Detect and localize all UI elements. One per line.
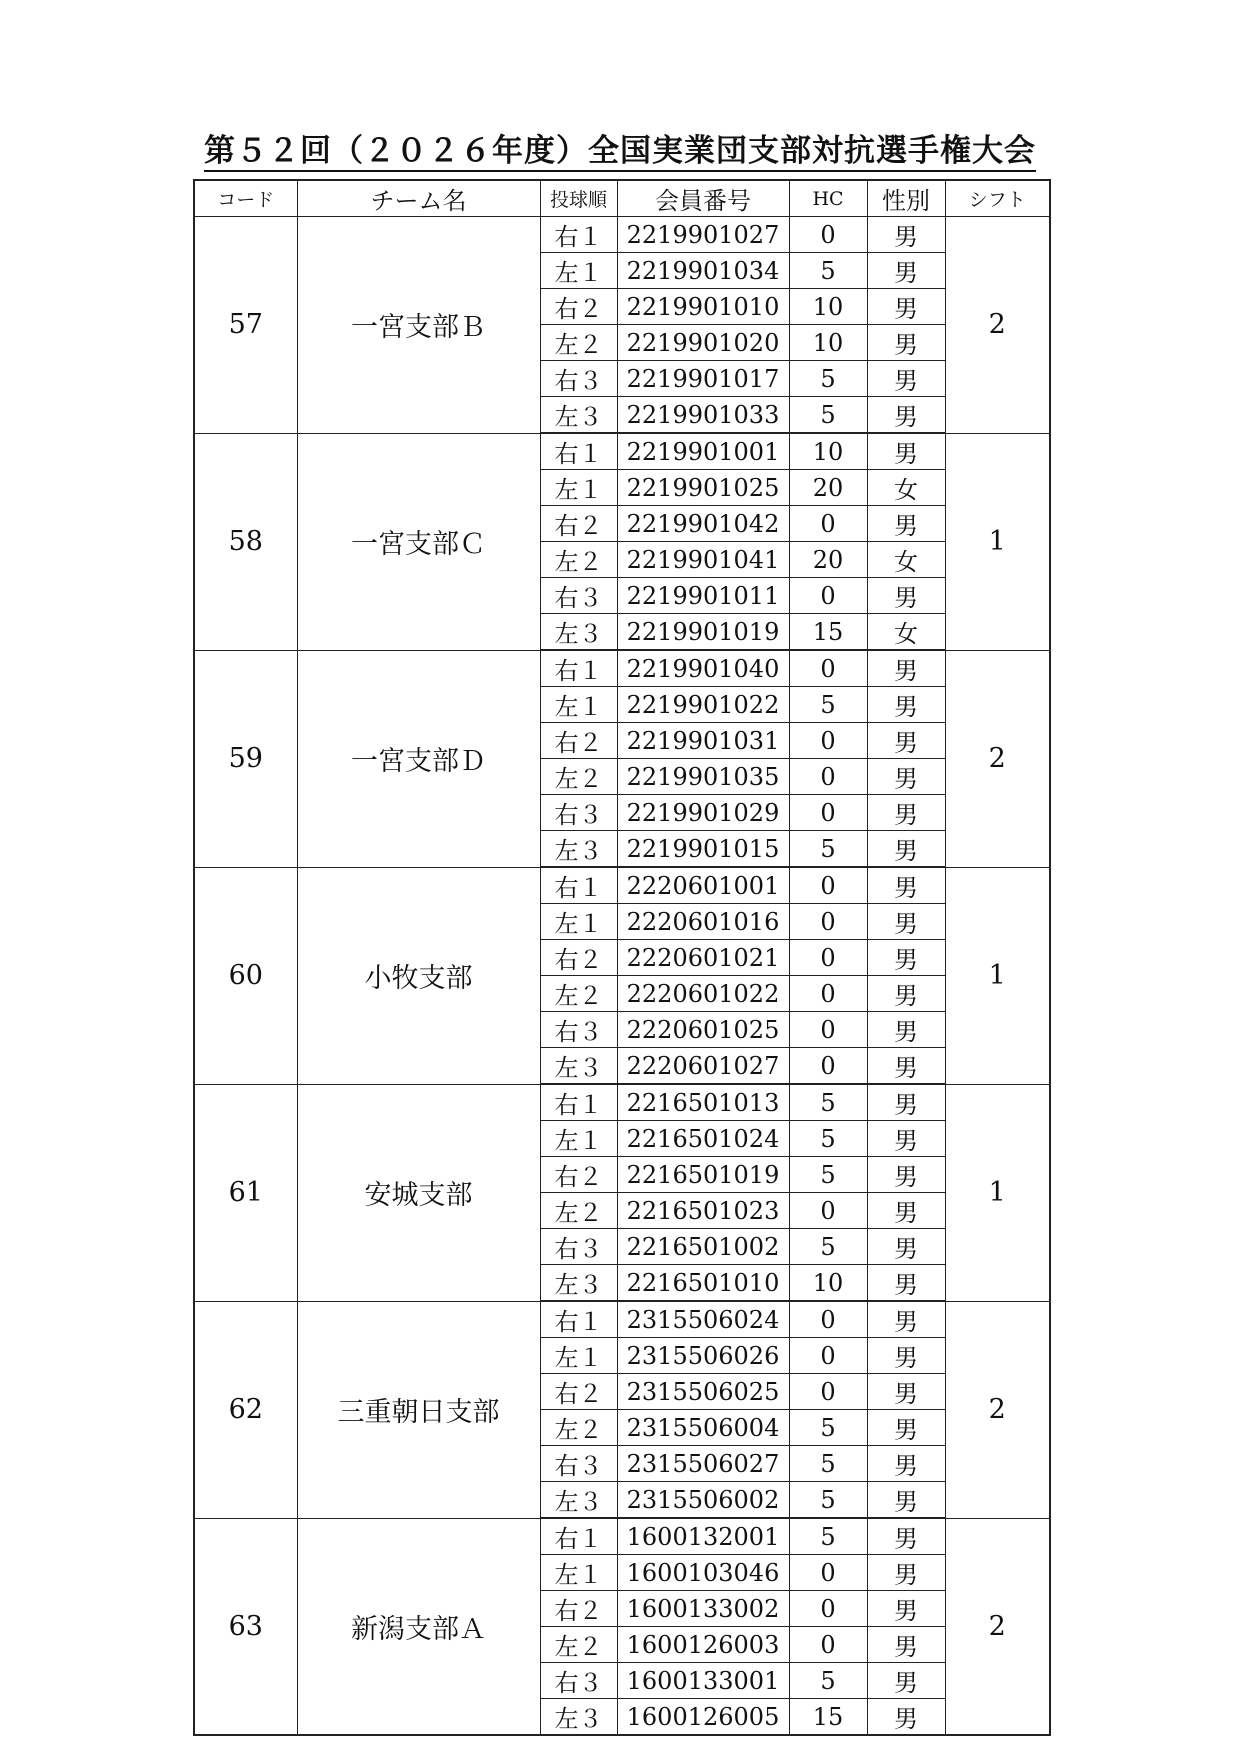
- throw-order: 右１: [540, 867, 617, 904]
- gender: 男: [867, 1663, 945, 1699]
- throw-order: 右２: [540, 506, 617, 542]
- page-title-text: 第５２回（２０２６年度）全国実業団支部対抗選手権大会: [204, 133, 1036, 172]
- handicap: 5: [789, 361, 867, 397]
- member-number: 2315506002: [617, 1482, 789, 1519]
- table-row: [194, 1301, 1050, 1338]
- gender: 女: [867, 542, 945, 578]
- handicap: 5: [789, 397, 867, 434]
- team-code: 59: [194, 650, 297, 867]
- team-name: 新潟支部Ａ: [297, 1518, 540, 1735]
- handicap: 0: [789, 1301, 867, 1338]
- handicap: 5: [789, 253, 867, 289]
- team-name: 小牧支部: [297, 867, 540, 1084]
- team-code: 58: [194, 433, 297, 650]
- team-shift: 2: [945, 1518, 1050, 1735]
- handicap: 0: [789, 1555, 867, 1591]
- gender: 男: [867, 1518, 945, 1555]
- handicap: 5: [789, 1121, 867, 1157]
- gender: 男: [867, 867, 945, 904]
- roster-body: [194, 217, 1050, 1736]
- handicap: 0: [789, 723, 867, 759]
- gender: 男: [867, 904, 945, 940]
- handicap: 10: [789, 325, 867, 361]
- handicap: 0: [789, 1627, 867, 1663]
- throw-order: 左３: [540, 831, 617, 868]
- handicap: 5: [789, 1084, 867, 1121]
- gender: 男: [867, 831, 945, 868]
- handicap: 10: [789, 1265, 867, 1302]
- member-number: 2219901034: [617, 253, 789, 289]
- team-shift: 2: [945, 650, 1050, 867]
- handicap: 0: [789, 940, 867, 976]
- handicap: 5: [789, 1157, 867, 1193]
- member-number: 2315506027: [617, 1446, 789, 1482]
- throw-order: 左１: [540, 470, 617, 506]
- throw-order: 右２: [540, 289, 617, 325]
- gender: 男: [867, 1338, 945, 1374]
- member-number: 1600126005: [617, 1699, 789, 1736]
- member-number: 2216501013: [617, 1084, 789, 1121]
- gender: 男: [867, 361, 945, 397]
- handicap: 20: [789, 542, 867, 578]
- header-hc: HC: [789, 180, 867, 217]
- throw-order: 左３: [540, 1265, 617, 1302]
- team-name: 一宮支部Ｄ: [297, 650, 540, 867]
- roster-table: [193, 179, 1051, 1736]
- throw-order: 左２: [540, 1627, 617, 1663]
- header-team: チーム名: [297, 180, 540, 217]
- handicap: 5: [789, 831, 867, 868]
- team-code: 60: [194, 867, 297, 1084]
- throw-order: 右１: [540, 1518, 617, 1555]
- gender: 男: [867, 1229, 945, 1265]
- gender: 男: [867, 1121, 945, 1157]
- gender: 男: [867, 1482, 945, 1519]
- throw-order: 右３: [540, 1663, 617, 1699]
- gender: 男: [867, 723, 945, 759]
- member-number: 2216501024: [617, 1121, 789, 1157]
- handicap: 0: [789, 759, 867, 795]
- member-number: 2220601016: [617, 904, 789, 940]
- member-number: 2219901019: [617, 614, 789, 651]
- member-number: 2315506004: [617, 1410, 789, 1446]
- member-number: 2219901029: [617, 795, 789, 831]
- page-title: [0, 125, 1240, 170]
- throw-order: 右２: [540, 1157, 617, 1193]
- table-row: [194, 1518, 1050, 1555]
- throw-order: 左１: [540, 1555, 617, 1591]
- team-name: 一宮支部Ｃ: [297, 433, 540, 650]
- gender: 男: [867, 795, 945, 831]
- header-shift: シフト: [945, 180, 1050, 217]
- table-row: [194, 867, 1050, 904]
- gender: 男: [867, 1627, 945, 1663]
- throw-order: 右１: [540, 1084, 617, 1121]
- member-number: 2216501002: [617, 1229, 789, 1265]
- team-code: 57: [194, 217, 297, 434]
- team-shift: 1: [945, 433, 1050, 650]
- member-number: 2220601021: [617, 940, 789, 976]
- gender: 男: [867, 289, 945, 325]
- handicap: 0: [789, 904, 867, 940]
- member-number: 1600133001: [617, 1663, 789, 1699]
- throw-order: 左１: [540, 1338, 617, 1374]
- throw-order: 右１: [540, 1301, 617, 1338]
- member-number: 2219901001: [617, 433, 789, 470]
- member-number: 2220601022: [617, 976, 789, 1012]
- gender: 男: [867, 253, 945, 289]
- member-number: 2220601025: [617, 1012, 789, 1048]
- member-number: 2216501019: [617, 1157, 789, 1193]
- throw-order: 左３: [540, 614, 617, 651]
- throw-order: 右２: [540, 723, 617, 759]
- table-row: [194, 217, 1050, 253]
- handicap: 0: [789, 1012, 867, 1048]
- handicap: 15: [789, 1699, 867, 1736]
- throw-order: 右３: [540, 1012, 617, 1048]
- member-number: 2219901033: [617, 397, 789, 434]
- header-order: 投球順: [540, 180, 617, 217]
- team-code: 61: [194, 1084, 297, 1301]
- member-number: 2219901027: [617, 217, 789, 253]
- gender: 男: [867, 687, 945, 723]
- handicap: 0: [789, 217, 867, 253]
- throw-order: 右３: [540, 795, 617, 831]
- member-number: 2219901042: [617, 506, 789, 542]
- member-number: 2220601027: [617, 1048, 789, 1085]
- gender: 男: [867, 1193, 945, 1229]
- gender: 男: [867, 506, 945, 542]
- gender: 男: [867, 1699, 945, 1736]
- team-code: 63: [194, 1518, 297, 1735]
- handicap: 0: [789, 650, 867, 687]
- member-number: 2219901015: [617, 831, 789, 868]
- throw-order: 右２: [540, 940, 617, 976]
- handicap: 0: [789, 1048, 867, 1085]
- handicap: 10: [789, 433, 867, 470]
- throw-order: 左２: [540, 1410, 617, 1446]
- throw-order: 左２: [540, 325, 617, 361]
- handicap: 0: [789, 976, 867, 1012]
- gender: 男: [867, 1591, 945, 1627]
- member-number: 2216501010: [617, 1265, 789, 1302]
- throw-order: 左３: [540, 397, 617, 434]
- member-number: 2219901040: [617, 650, 789, 687]
- throw-order: 右１: [540, 217, 617, 253]
- gender: 男: [867, 940, 945, 976]
- gender: 男: [867, 217, 945, 253]
- gender: 男: [867, 1048, 945, 1085]
- member-number: 2315506026: [617, 1338, 789, 1374]
- member-number: 2219901022: [617, 687, 789, 723]
- member-number: 2216501023: [617, 1193, 789, 1229]
- handicap: 0: [789, 1374, 867, 1410]
- handicap: 0: [789, 1193, 867, 1229]
- handicap: 5: [789, 1482, 867, 1519]
- gender: 男: [867, 1012, 945, 1048]
- handicap: 5: [789, 1663, 867, 1699]
- team-shift: 1: [945, 867, 1050, 1084]
- throw-order: 右３: [540, 1229, 617, 1265]
- gender: 男: [867, 397, 945, 434]
- gender: 男: [867, 1374, 945, 1410]
- member-number: 1600126003: [617, 1627, 789, 1663]
- gender: 男: [867, 650, 945, 687]
- throw-order: 右２: [540, 1374, 617, 1410]
- header-code: コード: [194, 180, 297, 217]
- member-number: 2220601001: [617, 867, 789, 904]
- team-shift: 2: [945, 217, 1050, 434]
- handicap: 0: [789, 578, 867, 614]
- handicap: 5: [789, 687, 867, 723]
- gender: 男: [867, 325, 945, 361]
- team-name: 安城支部: [297, 1084, 540, 1301]
- throw-order: 右１: [540, 650, 617, 687]
- handicap: 5: [789, 1410, 867, 1446]
- member-number: 2219901010: [617, 289, 789, 325]
- team-code: 62: [194, 1301, 297, 1518]
- team-name: 一宮支部Ｂ: [297, 217, 540, 434]
- throw-order: 右３: [540, 361, 617, 397]
- member-number: 1600103046: [617, 1555, 789, 1591]
- throw-order: 左１: [540, 253, 617, 289]
- handicap: 0: [789, 795, 867, 831]
- handicap: 10: [789, 289, 867, 325]
- throw-order: 左２: [540, 976, 617, 1012]
- member-number: 1600133002: [617, 1591, 789, 1627]
- member-number: 2315506025: [617, 1374, 789, 1410]
- handicap: 0: [789, 867, 867, 904]
- member-number: 2219901020: [617, 325, 789, 361]
- throw-order: 右２: [540, 1591, 617, 1627]
- gender: 女: [867, 614, 945, 651]
- table-row: [194, 433, 1050, 470]
- gender: 男: [867, 1301, 945, 1338]
- throw-order: 右３: [540, 1446, 617, 1482]
- gender: 男: [867, 433, 945, 470]
- member-number: 2219901025: [617, 470, 789, 506]
- throw-order: 右１: [540, 433, 617, 470]
- gender: 男: [867, 1410, 945, 1446]
- team-name: 三重朝日支部: [297, 1301, 540, 1518]
- gender: 男: [867, 1265, 945, 1302]
- handicap: 5: [789, 1446, 867, 1482]
- gender: 男: [867, 1157, 945, 1193]
- table-row: [194, 650, 1050, 687]
- handicap: 0: [789, 1338, 867, 1374]
- member-number: 2219901017: [617, 361, 789, 397]
- gender: 男: [867, 578, 945, 614]
- gender: 男: [867, 1446, 945, 1482]
- throw-order: 左３: [540, 1482, 617, 1519]
- member-number: 2219901011: [617, 578, 789, 614]
- table-row: [194, 1084, 1050, 1121]
- throw-order: 左１: [540, 904, 617, 940]
- member-number: 2315506024: [617, 1301, 789, 1338]
- gender: 男: [867, 1084, 945, 1121]
- handicap: 5: [789, 1229, 867, 1265]
- handicap: 0: [789, 506, 867, 542]
- throw-order: 左１: [540, 1121, 617, 1157]
- header-row: [194, 180, 1050, 217]
- member-number: 2219901041: [617, 542, 789, 578]
- gender: 男: [867, 1555, 945, 1591]
- member-number: 2219901035: [617, 759, 789, 795]
- gender: 男: [867, 759, 945, 795]
- header-gender: 性別: [867, 180, 945, 217]
- header-member-no: 会員番号: [617, 180, 789, 217]
- team-shift: 2: [945, 1301, 1050, 1518]
- gender: 男: [867, 976, 945, 1012]
- handicap: 15: [789, 614, 867, 651]
- team-shift: 1: [945, 1084, 1050, 1301]
- member-number: 1600132001: [617, 1518, 789, 1555]
- member-number: 2219901031: [617, 723, 789, 759]
- throw-order: 右３: [540, 578, 617, 614]
- throw-order: 左２: [540, 542, 617, 578]
- handicap: 5: [789, 1518, 867, 1555]
- gender: 女: [867, 470, 945, 506]
- throw-order: 左３: [540, 1048, 617, 1085]
- handicap: 0: [789, 1591, 867, 1627]
- throw-order: 左２: [540, 1193, 617, 1229]
- throw-order: 左２: [540, 759, 617, 795]
- throw-order: 左３: [540, 1699, 617, 1736]
- throw-order: 左１: [540, 687, 617, 723]
- handicap: 20: [789, 470, 867, 506]
